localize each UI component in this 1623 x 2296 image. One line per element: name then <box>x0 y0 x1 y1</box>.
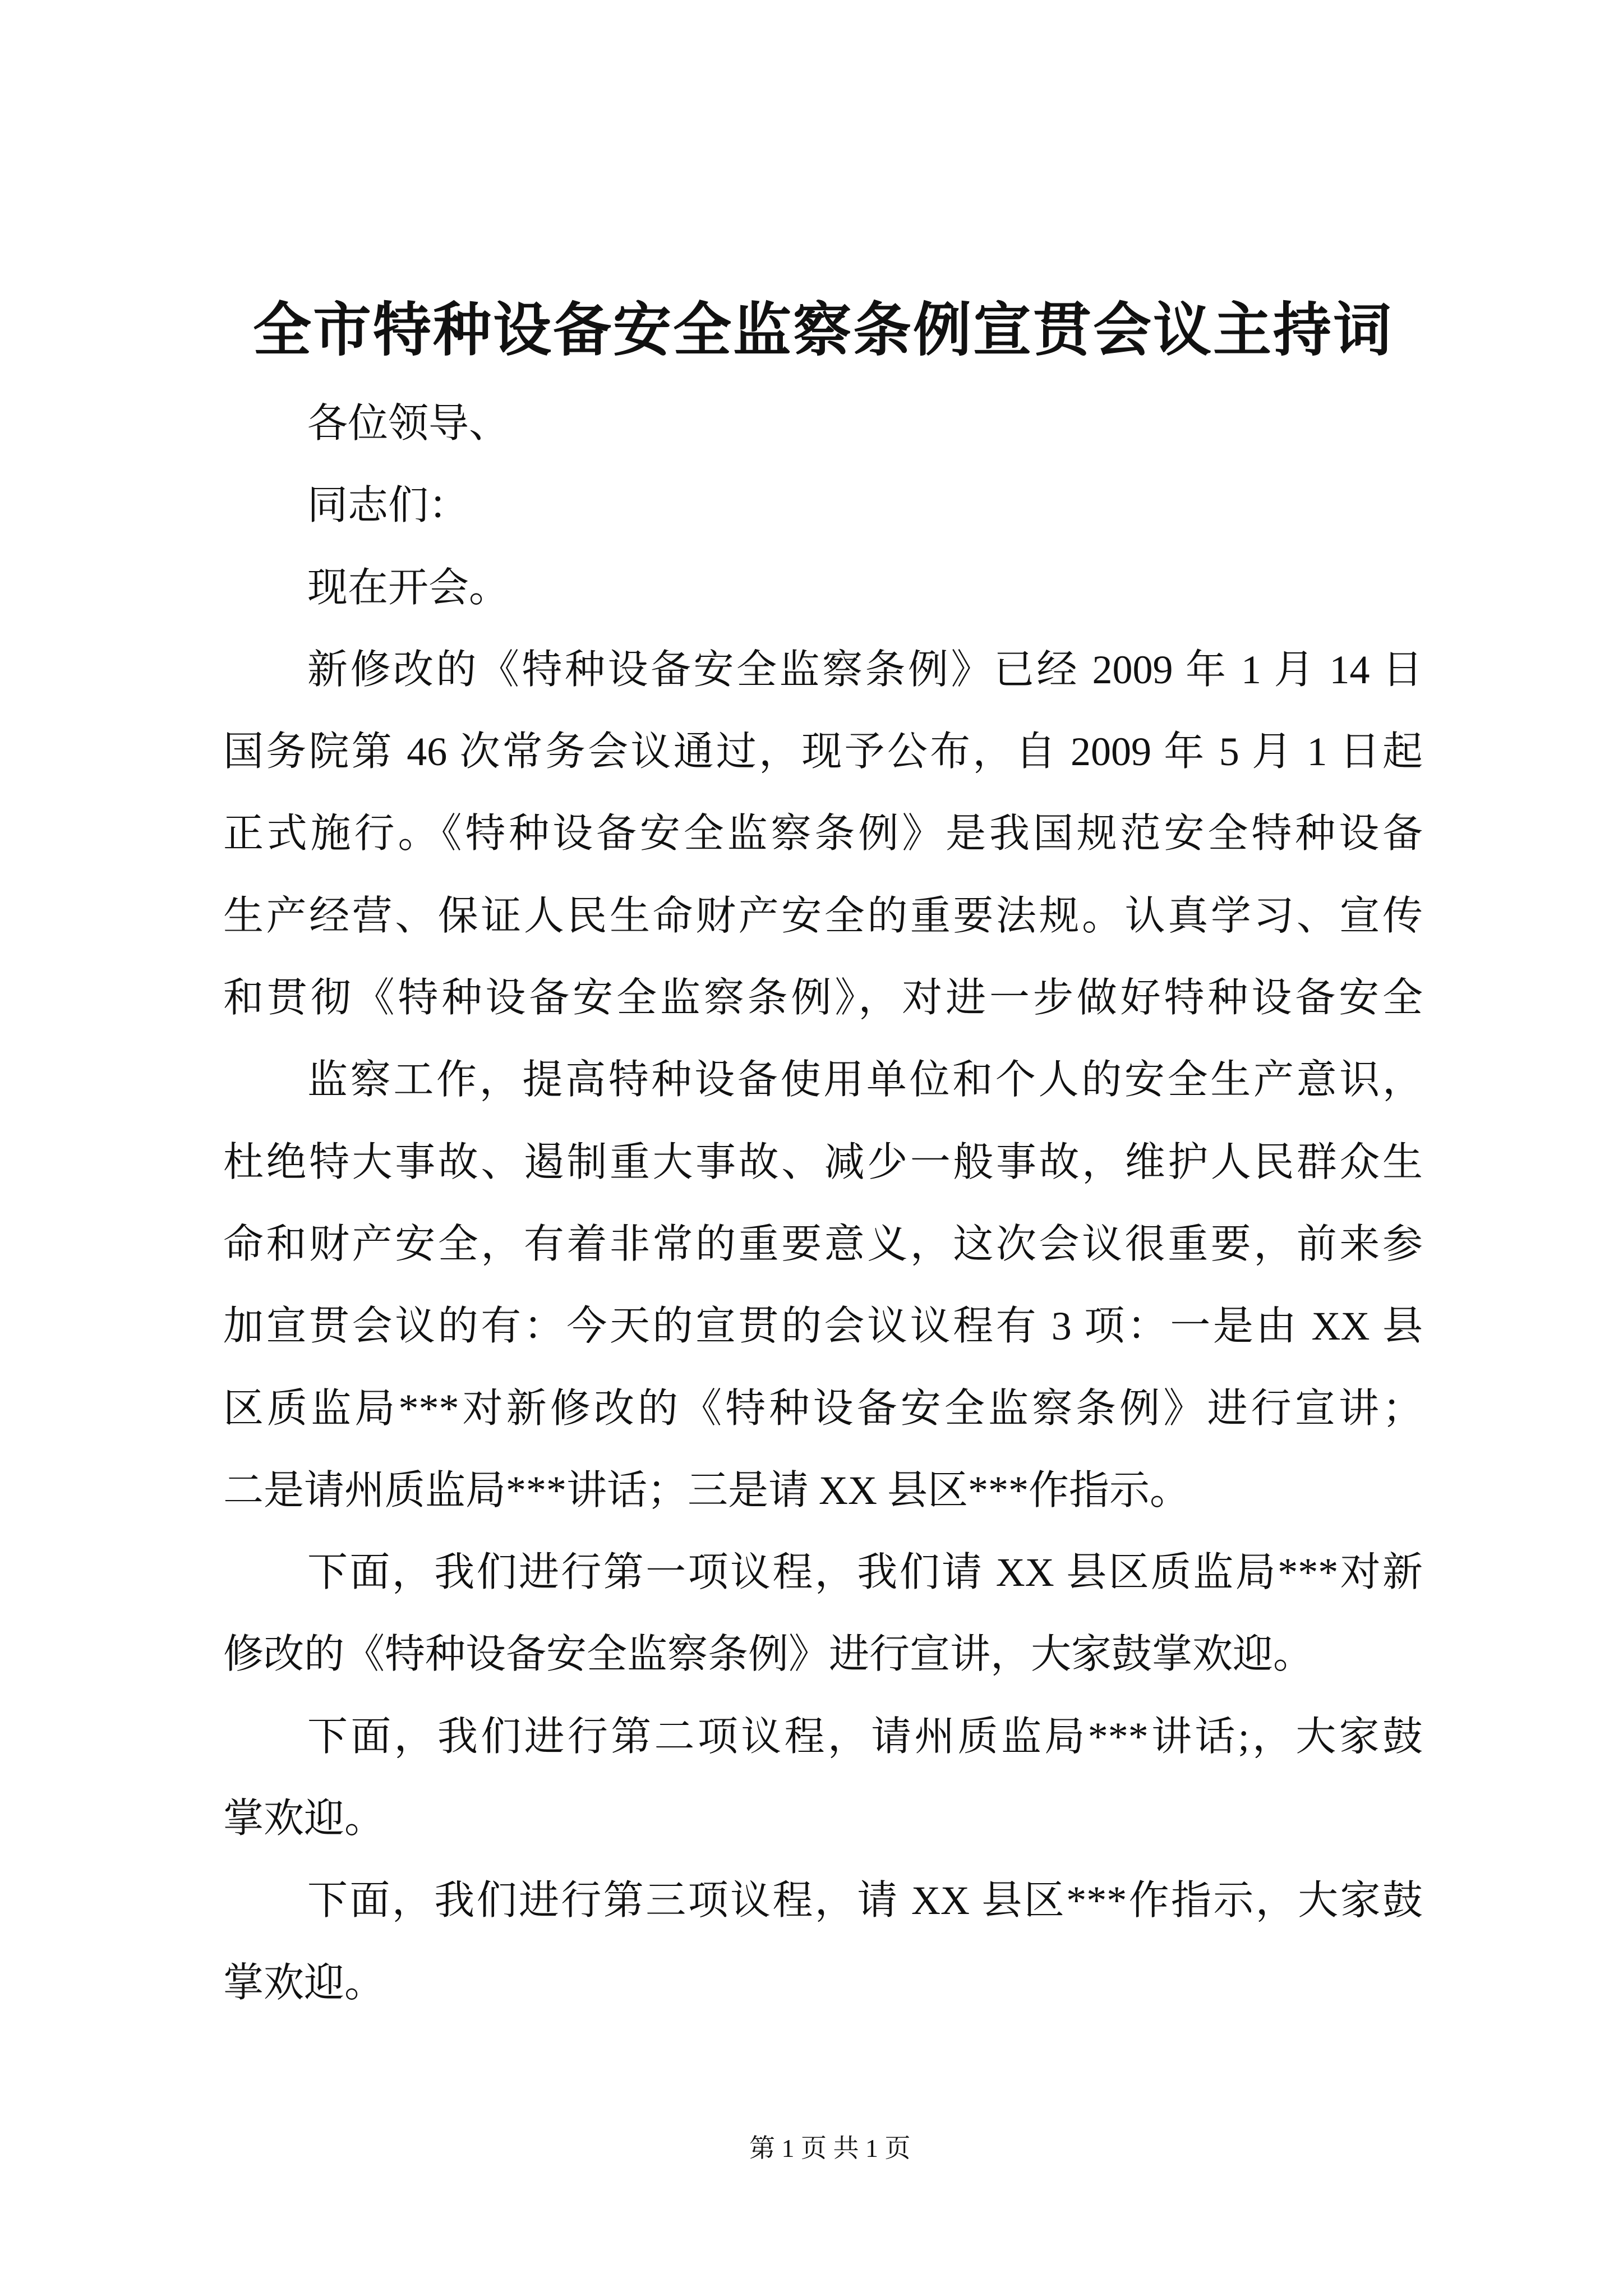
body-line: 下面，我们进行第三项议程，请 XX 县区***作指示，大家鼓 <box>307 1878 1423 1924</box>
paragraph-introduction <box>223 629 1423 1039</box>
body-line: 监察工作，提高特种设备使用单位和个人的安全生产意识， <box>307 1057 1423 1103</box>
paragraph-agenda <box>223 1039 1423 1531</box>
body-line: 区质监局***对新修改的《特种设备安全监察条例》进行宣讲； <box>223 1386 1423 1431</box>
paragraph-salutation-2 <box>223 464 1423 546</box>
document-title: 全市特种设备安全监察条例宣贯会议主持词 <box>252 298 1393 363</box>
body-line: 同志们： <box>307 483 469 528</box>
paragraph-item-3 <box>223 1860 1423 2024</box>
paragraph-item-2 <box>223 1696 1423 1860</box>
body-line: 杜绝特大事故、遏制重大事故、减少一般事故，维护人民群众生 <box>223 1139 1423 1185</box>
paragraph-salutation-1 <box>223 383 1423 464</box>
body-line: 新修改的《特种设备安全监察条例》已经 2009 年 1 月 14 日 <box>307 647 1423 692</box>
body-line: 二是请州质监局***讲话；三是请 XX 县区***作指示。 <box>223 1467 1190 1513</box>
body-line: 下面，我们进行第一项议程，我们请 XX 县区质监局***对新 <box>307 1550 1423 1595</box>
body-line: 加宣贯会议的有：今天的宣贯的会议议程有 3 项：一是由 XX 县 <box>223 1304 1423 1349</box>
body-line: 掌欢迎。 <box>223 1796 385 1842</box>
body-line: 和贯彻《特种设备安全监察条例》，对进一步做好特种设备安全 <box>223 976 1423 1021</box>
body-line: 国务院第 46 次常务会议通过，现予公布，自 2009 年 5 月 1 日起 <box>223 729 1423 775</box>
paragraph-item-1 <box>223 1531 1423 1696</box>
paragraph-opening <box>223 547 1423 629</box>
body-line: 各位领导、 <box>307 401 510 446</box>
body-line: 正式施行。《特种设备安全监察条例》是我国规范安全特种设备 <box>223 811 1423 857</box>
body-line: 修改的《特种设备安全监察条例》进行宣讲，大家鼓掌欢迎。 <box>223 1632 1314 1677</box>
body-line: 现在开会。 <box>307 565 510 610</box>
page-footer: 第 1 页 共 1 页 <box>749 2134 911 2162</box>
document-body <box>223 383 1423 2024</box>
body-line: 命和财产安全，有着非常的重要意义，这次会议很重要，前来参 <box>223 1221 1423 1267</box>
body-line: 生产经营、保证人民生命财产安全的重要法规。认真学习、宣传 <box>223 893 1423 938</box>
body-line: 掌欢迎。 <box>223 1960 385 2005</box>
body-line: 下面，我们进行第二项议程，请州质监局***讲话;，大家鼓 <box>307 1714 1423 1759</box>
